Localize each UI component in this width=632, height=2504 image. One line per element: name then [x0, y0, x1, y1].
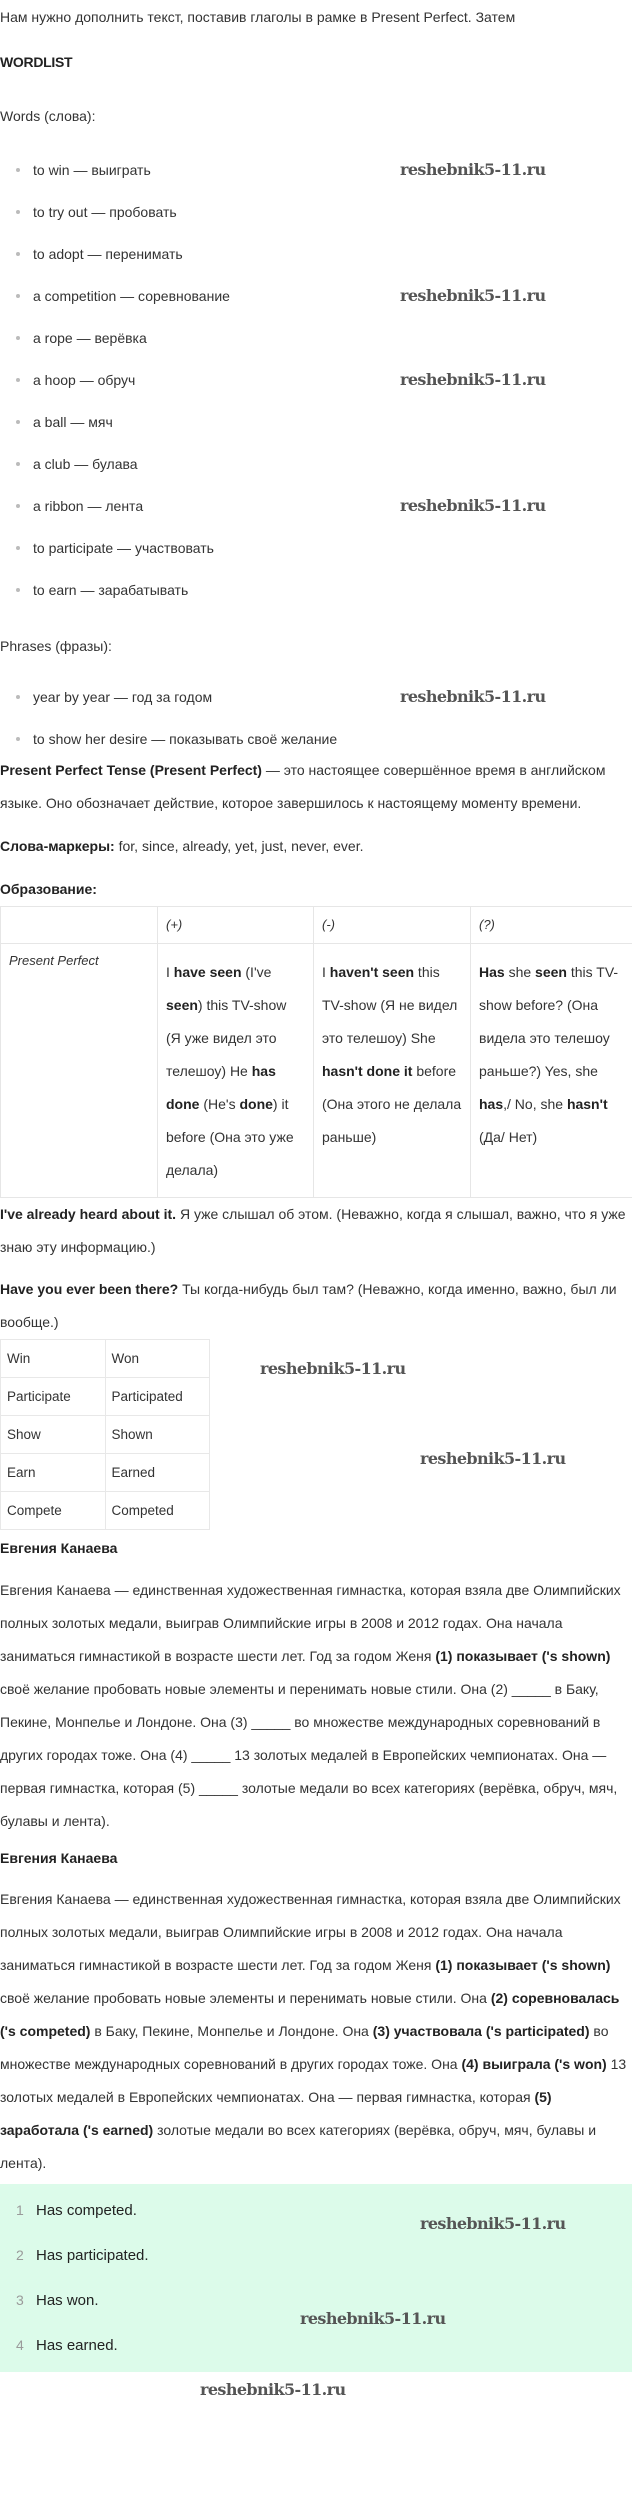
header-cell: [1, 907, 158, 944]
verbs-table: [0, 1339, 210, 1530]
word-item: [0, 485, 632, 527]
bullet-icon: [16, 737, 20, 741]
text-segment: в Баку, Пекине, Монпелье и Лондоне. Она: [90, 2023, 373, 2039]
bold-segment: haven't seen: [329, 964, 415, 980]
negative-cell: [314, 944, 471, 1198]
bold-segment: Has: [479, 964, 505, 980]
bullet-icon: [16, 695, 20, 699]
word-item: [0, 149, 632, 191]
row-label: Present Perfect: [1, 944, 158, 1198]
past-participle-cell: Shown: [105, 1416, 210, 1454]
item-text: to participate — участвовать: [33, 540, 214, 556]
bold-segment: (5) заработала ('s earned): [0, 2089, 552, 2138]
text-segment: this TV-show (Я не видел это телешоу) She: [322, 964, 458, 1046]
answer-text: Has won.: [36, 2292, 99, 2309]
base-form-cell: Earn: [1, 1454, 106, 1492]
answer-text: Has participated.: [36, 2247, 149, 2264]
bullet-icon: [16, 336, 20, 340]
bullet-icon: [16, 462, 20, 466]
answer-number: 3: [16, 2292, 24, 2308]
text-segment: Ты когда-нибудь был там? (Неважно, когда именно, важно, был ли вообще.): [0, 1281, 617, 1330]
word-item: [0, 191, 632, 233]
watermark-text: reshebnik5-11.ru: [400, 286, 546, 305]
text-segment: ) this TV-show (Я уже видел это телешоу) He: [166, 997, 287, 1079]
answer-item: [0, 2188, 632, 2233]
word-item: [0, 275, 632, 317]
question-cell: [471, 944, 632, 1198]
table-row: [1, 1416, 210, 1454]
text-title: Евгения Канаева: [0, 1540, 118, 1556]
watermark-text: reshebnik5-11.ru: [300, 2309, 446, 2328]
header-cell: (?): [471, 907, 632, 944]
phrase-item: [0, 676, 632, 718]
verbs-table-wrapper: [0, 1339, 632, 1530]
item-text: a club — булава: [33, 456, 138, 472]
item-text: a ball — мяч: [33, 414, 113, 430]
bold-segment: hasn't done it: [322, 1063, 413, 1079]
table-row: [1, 1454, 210, 1492]
table-row: [1, 944, 632, 1198]
text-segment: золотые медали во всех категориях (верёвка, обруч, мяч, булавы и лента).: [0, 2122, 597, 2171]
item-text: a ribbon — лента: [33, 498, 144, 514]
answer-item: [0, 2278, 632, 2323]
bullet-icon: [16, 210, 20, 214]
item-text: to adopt — перенимать: [33, 246, 183, 262]
bold-segment: Have you ever been there?: [0, 1281, 179, 1297]
word-item: [0, 317, 632, 359]
text-segment: this TV-show before? (Она видела это телешоу раньше?) Yes, she: [479, 964, 619, 1079]
answer-number: 1: [16, 2202, 24, 2218]
text-segment: I: [322, 964, 330, 980]
answer-number: 4: [16, 2337, 24, 2353]
bullet-icon: [16, 546, 20, 550]
answer-number: 2: [16, 2247, 24, 2263]
table-row: [1, 1492, 210, 1530]
bold-segment: Слова-маркеры:: [0, 838, 115, 854]
word-item: [0, 233, 632, 275]
watermark-text: reshebnik5-11.ru: [420, 1449, 566, 1468]
past-participle-cell: Earned: [105, 1454, 210, 1492]
watermark-text: reshebnik5-11.ru: [400, 687, 546, 706]
base-form-cell: Participate: [1, 1378, 106, 1416]
past-participle-cell: Participated: [105, 1378, 210, 1416]
bullet-icon: [16, 378, 20, 382]
phrases-label: Phrases (фразы):: [0, 638, 112, 654]
text-segment: (I've: [241, 964, 272, 980]
answer-text: [0, 1883, 632, 2180]
word-item: [0, 443, 632, 485]
text-segment: before (Она этого не делала раньше): [322, 1063, 462, 1145]
bullet-icon: [16, 294, 20, 298]
base-form-cell: Win: [1, 1340, 106, 1378]
bottom-spacer: [0, 2372, 632, 2406]
text-segment: (He's: [199, 1096, 240, 1112]
bullet-icon: [16, 168, 20, 172]
example-2: [0, 1273, 632, 1339]
bold-segment: hasn't: [566, 1096, 608, 1112]
bold-segment: (1) показывает ('s shown): [435, 1648, 611, 1664]
bold-segment: has done: [166, 1063, 276, 1112]
watermark-text: reshebnik5-11.ru: [400, 160, 546, 179]
item-text: year by year — год за годом: [33, 689, 213, 705]
markers-paragraph: [0, 830, 632, 863]
words-label: Words (слова):: [0, 108, 96, 124]
grammar-table-header: [1, 907, 632, 944]
base-form-cell: Show: [1, 1416, 106, 1454]
bold-segment: I've already heard about it.: [0, 1206, 177, 1222]
past-participle-cell: Won: [105, 1340, 210, 1378]
task-text: [0, 1574, 632, 1838]
phrases-list: [0, 676, 632, 760]
text-segment: ) it before (Она это уже делала): [166, 1096, 294, 1178]
item-text: a hoop — обруч: [33, 372, 136, 388]
bold-segment: seen: [166, 997, 198, 1013]
item-text: to show her desire — показывать своё желание: [33, 731, 338, 747]
bold-segment: (2) соревновалась ('s competed): [0, 1990, 620, 2039]
header-cell: (-): [314, 907, 471, 944]
header-cell: (+): [158, 907, 314, 944]
answer-item: [0, 2323, 632, 2368]
bullet-icon: [16, 420, 20, 424]
watermark-text: reshebnik5-11.ru: [400, 370, 546, 389]
definition-paragraph: [0, 754, 632, 820]
word-item: [0, 401, 632, 443]
item-text: to win — выиграть: [33, 162, 151, 178]
bold-segment: (4) выиграла ('s won): [461, 2056, 607, 2072]
base-form-cell: Compete: [1, 1492, 106, 1530]
item-text: a rope — верёвка: [33, 330, 147, 346]
bullet-icon: [16, 588, 20, 592]
answer-item: [0, 2233, 632, 2278]
item-text: to try out — пробовать: [33, 204, 177, 220]
watermark-text: reshebnik5-11.ru: [420, 2214, 566, 2233]
bold-segment: has: [479, 1096, 504, 1112]
text-segment: своё желание пробовать новые элементы и перенимать новые стили. Она (2) _____ в Баку, Пекине, Монпелье и Лондоне. Она (3) _____ во множестве международных соревнований в других городах тоже. Она (4) _____ 13 золотых медалей в Европейских чемпионатах. Она — первая гимнастка, которая (5) _____ золотые медали во всех категориях (верёвка, обруч, мяч, булавы и лента).: [0, 1681, 618, 1829]
answer-text: Has earned.: [36, 2337, 118, 2354]
word-item: [0, 359, 632, 401]
text-segment: (Да/ Нет): [479, 1129, 538, 1145]
watermark-text: reshebnik5-11.ru: [400, 496, 546, 515]
text-segment: I: [166, 964, 174, 980]
text-segment: Евгения Канаева — единственная художественная гимнастка, которая взяла две Олимпийских полных золотых медали, выиграв Олимпийские игры в 2008 и 2012 годах. Она начала заниматься гимнастикой в возрасте шести лет. Год за годом Женя: [0, 1891, 621, 1973]
text-segment: 13 золотых медалей в Европейских чемпионатах. Она — первая гимнастка, которая: [0, 2056, 627, 2105]
past-participle-cell: Competed: [105, 1492, 210, 1530]
formation-heading: Образование:: [0, 881, 97, 897]
phrase-item: [0, 718, 632, 760]
text-segment: своё желание пробовать новые элементы и перенимать новые стили. Она: [0, 1990, 491, 2006]
text-segment: ,/ No, she: [503, 1096, 567, 1112]
text-segment: for, since, already, yet, just, never, ever.: [114, 838, 364, 854]
watermark-text: reshebnik5-11.ru: [260, 1359, 406, 1378]
bold-segment: (3) участвовала ('s participated): [372, 2023, 590, 2039]
watermark-text: reshebnik5-11.ru: [200, 2380, 346, 2399]
text-title-2: Евгения Канаева: [0, 1850, 118, 1866]
intro-text: Нам нужно дополнить текст, поставив глаголы в рамке в Present Perfect. Затем: [0, 9, 516, 25]
word-item: [0, 527, 632, 569]
bold-segment: done: [239, 1096, 273, 1112]
bullet-icon: [16, 252, 20, 256]
item-text: a competition — соревнование: [33, 288, 230, 304]
text-segment: Я уже слышал об этом. (Неважно, когда я слышал, важно, что я уже знаю эту информацию.): [0, 1206, 626, 1255]
words-list: [0, 149, 632, 611]
bold-segment: seen: [535, 964, 567, 980]
bold-segment: (1) показывает ('s shown): [435, 1957, 611, 1973]
wordlist-heading: WORDLIST: [0, 54, 73, 70]
word-item: [0, 569, 632, 611]
affirmative-cell: [158, 944, 314, 1198]
text-segment: she: [504, 964, 536, 980]
text-segment: — это настоящее совершённое время в английском языке. Оно обозначает действие, которое завершилось к настоящему моменту времени.: [0, 762, 606, 811]
example-1: [0, 1198, 632, 1264]
text-segment: Евгения Канаева — единственная художественная гимнастка, которая взяла две Олимпийских полных золотых медали, выиграв Олимпийские игры в 2008 и 2012 годах. Она начала заниматься гимнастикой в возрасте шести лет. Год за годом Женя: [0, 1582, 621, 1664]
bold-segment: Present Perfect Tense (Present Perfect): [0, 762, 262, 778]
table-row: [1, 1340, 210, 1378]
bold-segment: have seen: [173, 964, 242, 980]
bullet-icon: [16, 504, 20, 508]
answers-box: [0, 2184, 632, 2372]
grammar-table: [0, 906, 632, 1198]
item-text: to earn — зарабатывать: [33, 582, 189, 598]
answer-text: Has competed.: [36, 2202, 137, 2219]
table-row: [1, 1378, 210, 1416]
text-segment: во множестве международных соревнований в других городах тоже. Она: [0, 2023, 609, 2072]
